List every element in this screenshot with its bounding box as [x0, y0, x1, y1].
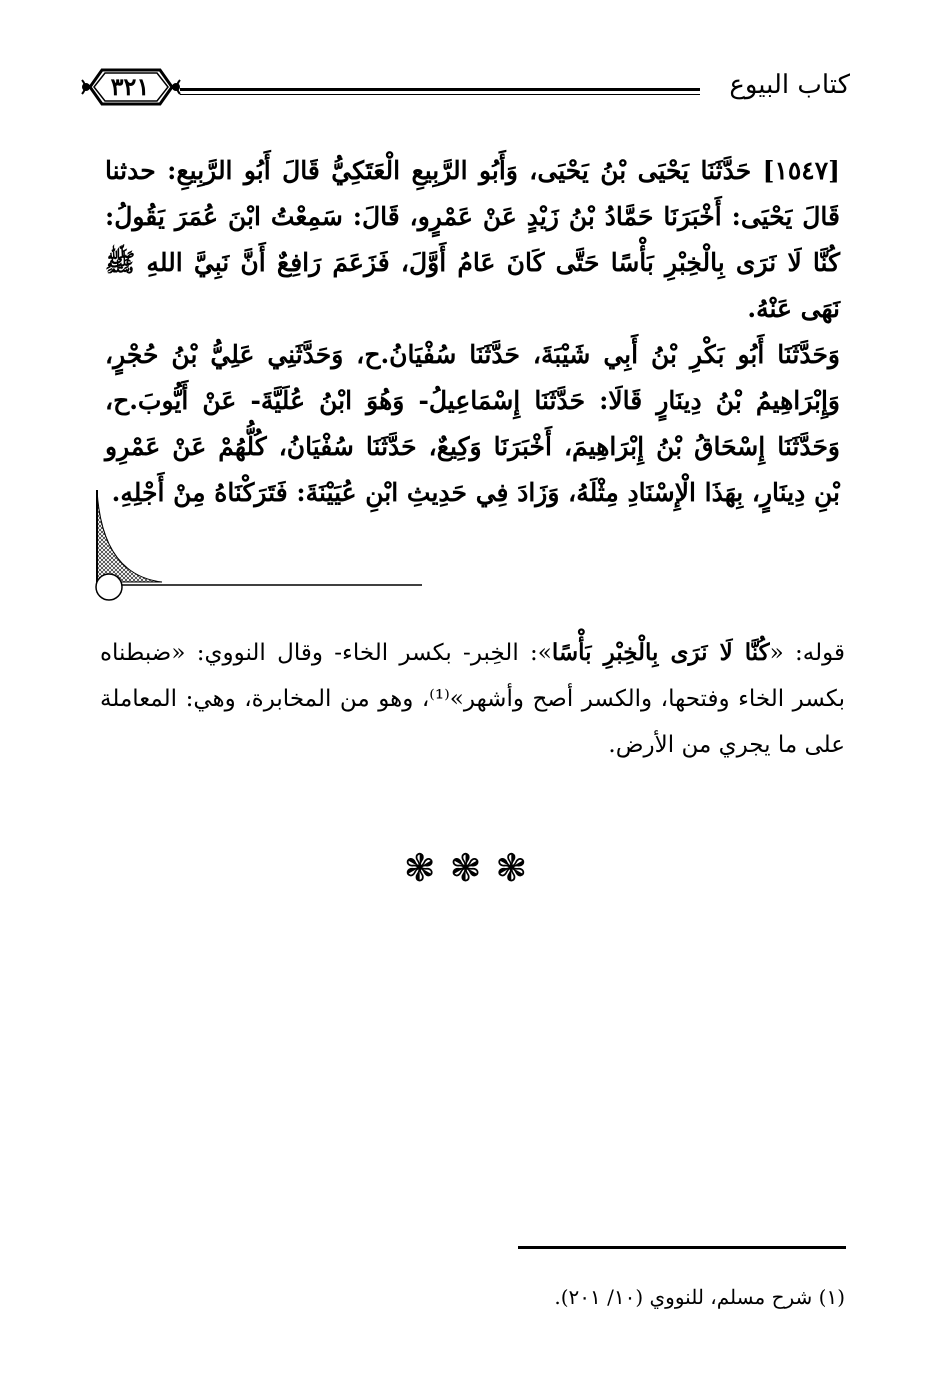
hadith-paragraph-1	[105, 148, 840, 332]
footnote-separator	[518, 1246, 846, 1249]
hadith-line: حُجْرٍ، وَإِبْرَاهِيمُ بْنُ دِينَارٍ قَالَا: حَدَّثَنَا إِسْمَاعِيلُ- وَهُوَ ابْنُ عُلَيَّةَ- عَنْ	[105, 340, 840, 415]
commentary	[100, 630, 845, 768]
footnote: (١) شرح مسلم، للنووي (١٠/ ٢٠١).	[554, 1285, 845, 1309]
corner-ornament	[92, 490, 422, 610]
book-title: كتاب البيوع	[729, 70, 850, 100]
header-rule	[180, 88, 700, 91]
page-header	[80, 62, 850, 114]
hadith-paragraph-2	[105, 332, 840, 516]
hadith-number: [١٥٤٧]	[762, 156, 840, 185]
hadith-line: كُلُّهُمْ عَنْ عَمْرِو بْنِ دِينَارٍ، بِهَذَا الْإِسْنَادِ مِثْلَهُ، وَزَادَ فِي حَدِيثِ ابْنِ عُيَيْنَةَ:	[105, 432, 840, 507]
header-rule-thin	[180, 94, 700, 95]
commentary-intro: قوله: «	[769, 640, 845, 666]
quoted-phrase: كُنَّا لَا نَرَى بِالْخِبْرِ بَأْسًا	[551, 639, 770, 666]
commentary-paragraph	[100, 630, 845, 768]
section-divider-stars: ❃❃❃	[403, 846, 542, 890]
hadith-line: يَقُولُ: كُنَّا لَا نَرَى بِالْخِبْرِ بَأْسًا حَتَّى كَانَ عَامُ أَوَّلَ، فَزَعَمَ رَافِعٌ أَنَّ نَبِيَّ اللهِ	[105, 202, 840, 277]
hadith-line: حَدَّثَنَا يَحْيَى بْنُ يَحْيَى، وَأَبُو الرَّبِيعِ الْعَتَكِيُّ قَالَ أَبُو الرَّبِيعِ:	[167, 156, 752, 185]
hadith-text	[105, 148, 840, 516]
page-number: ٣٢١	[110, 72, 150, 101]
hadith-line: ﷺ نَهَى عَنْهُ.	[105, 248, 840, 323]
hadith-line: حدثنا قَالَ يَحْيَى: أَخْبَرَنَا حَمَّادُ بْنُ زَيْدٍ عَنْ عَمْرٍو، قَالَ: سَمِعْتُ ابْنَ عُمَرَ	[105, 156, 840, 231]
hadith-line: أَيُّوبَ.ح، وَحَدَّثَنَا إِسْحَاقُ بْنُ إِبْرَاهِيمَ، أَخْبَرَنَا وَكِيعٌ، حَدَّثَنَا سُفْيَانُ،	[105, 386, 840, 461]
hadith-line: فَتَرَكْنَاهُ مِنْ أَجْلِهِ.	[111, 478, 288, 507]
commentary-body: »: الخِبر- بكسر الخاء- وقال النووي: «ضبطناه بكسر الخاء وفتحها، والكسر أصح وأشهر»⁽¹⁾، وهو من المخابرة، وهي: المعاملة على ما يجري من الأرض.	[100, 640, 845, 758]
hadith-line: وَحَدَّثَنَا أَبُو بَكْرِ بْنُ أَبِي شَيْبَةَ، حَدَّثَنَا سُفْيَانُ.ح، وَحَدَّثَنِي عَلِيُّ بْنُ	[171, 340, 840, 369]
